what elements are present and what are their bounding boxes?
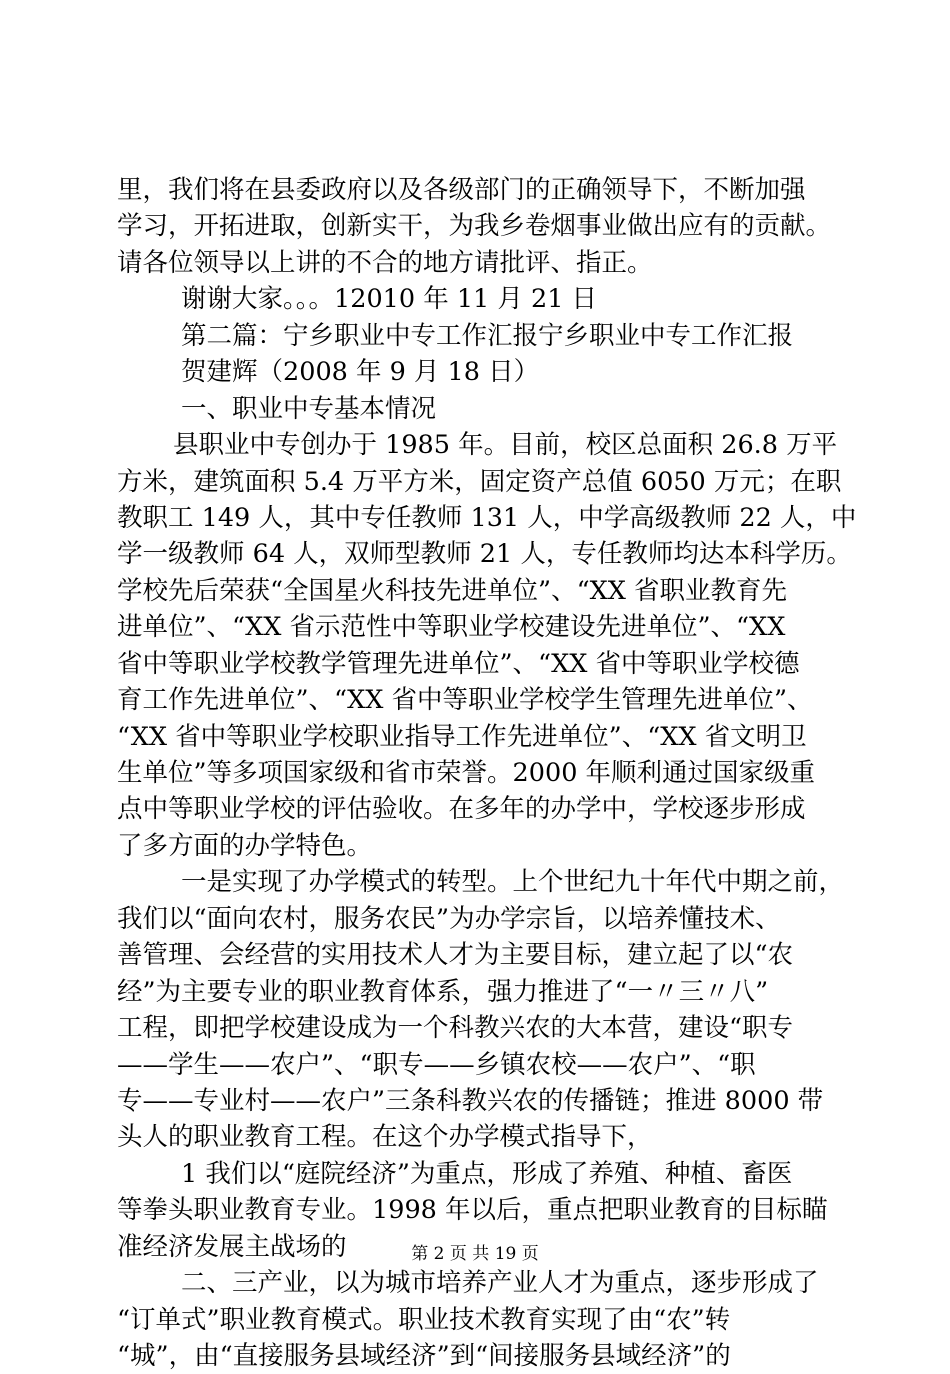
text-line: 经”为主要专业的职业教育体系，强力推进了“一〃三〃八” — [117, 976, 769, 1007]
text-line: 学习，开拓进取，创新实干，为我乡卷烟事业做出应有的贡献。 — [117, 211, 832, 242]
text-line: 1 我们以“庭院经济”为重点，形成了养殖、种植、畜医 — [181, 1158, 793, 1189]
text-line: 育工作先进单位”、“XX 省中等职业学校学生管理先进单位”、 — [117, 685, 813, 716]
text-line: 县职业中专创办于 1985 年。目前，校区总面积 26.8 万平 — [173, 430, 838, 461]
document-body — [117, 172, 857, 1374]
text-line: 二、三产业，以为城市培养产业人才为重点，逐步形成了 — [181, 1268, 819, 1299]
page-number-footer: 第 2 页 共 19 页 — [411, 1244, 539, 1264]
text-line: 请各位领导以上讲的不合的地方请批评、指正。 — [117, 247, 653, 278]
text-line: 学一级教师 64 人，双师型教师 21 人，专任教师均达本科学历。 — [117, 539, 852, 570]
text-line: 我们以“面向农村，服务农民”为办学宗旨，以培养懂技术、 — [117, 903, 781, 934]
text-line: “订单式”职业教育模式。职业技术教育实现了由“农”转 — [117, 1304, 731, 1335]
text-line: 头人的职业教育工程。在这个办学模式指导下， — [117, 1122, 653, 1153]
text-line: 准经济发展主战场的 — [117, 1231, 347, 1262]
text-line: 生单位”等多项国家级和省市荣誉。2000 年顺利通过国家级重 — [117, 758, 816, 788]
text-line: 等拳头职业教育专业。1998 年以后，重点把职业教育的目标瞄 — [117, 1195, 828, 1226]
section-heading: 第二篇：宁乡职业中专工作汇报宁乡职业中专工作汇报 — [181, 320, 794, 351]
text-line: “XX 省中等职业学校职业指导工作先进单位”、“XX 省文明卫 — [117, 721, 807, 752]
text-line: 谢谢大家。。。12010 年 11 月 21 日 — [181, 284, 598, 315]
text-line: 里，我们将在县委政府以及各级部门的正确领导下，不断加强 — [117, 175, 806, 205]
text-line: ——学生——农户”、“职专——乡镇农校——农户”、“职 — [117, 1049, 756, 1080]
text-line: 教职工 149 人，其中专任教师 131 人，中学高级教师 22 人，中 — [117, 502, 857, 533]
author-line: 贺建辉（2008 年 9 月 18 日） — [181, 357, 540, 388]
text-line: 省中等职业学校教学管理先进单位”、“XX 省中等职业学校德 — [117, 648, 800, 679]
text-line: 方米，建筑面积 5.4 万平方米，固定资产总值 6050 万元；在职 — [117, 466, 842, 497]
text-line: 了多方面的办学特色。 — [117, 830, 373, 861]
subsection-heading: 一、职业中专基本情况 — [181, 393, 437, 424]
text-line: 点中等职业学校的评估验收。在多年的办学中，学校逐步形成 — [117, 794, 806, 825]
text-line: 进单位”、“XX 省示范性中等职业学校建设先进单位”、“XX — [117, 612, 786, 643]
text-line: 专——专业村——农户”三条科教兴农的传播链；推进 8000 带 — [117, 1085, 824, 1116]
text-line: 善管理、会经营的实用技术人才为主要目标，建立起了以“农 — [117, 940, 794, 971]
text-line: 工程，即把学校建设成为一个科教兴农的大本营，建设“职专 — [117, 1013, 794, 1044]
text-line: 一是实现了办学模式的转型。上个世纪九十年代中期之前， — [181, 867, 845, 898]
text-line: 学校先后荣获“全国星火科技先进单位”、“XX 省职业教育先 — [117, 575, 788, 606]
text-line: “城”，由“直接服务县域经济”到“间接服务县域经济”的 — [117, 1341, 731, 1371]
